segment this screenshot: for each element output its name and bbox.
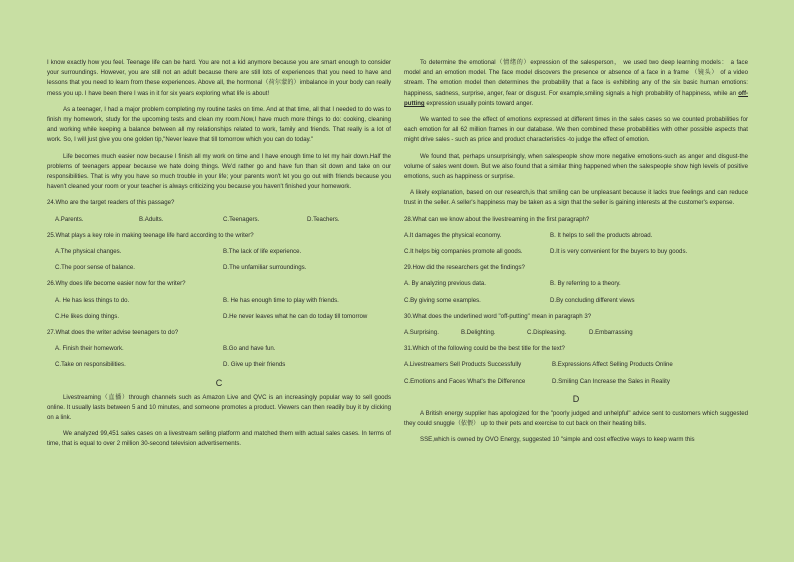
question-25-options-row-2 — [47, 263, 391, 273]
option-26-b: B. He has enough time to play with friends. — [223, 296, 339, 304]
question-31-options-row-1 — [404, 360, 748, 370]
option-25-b: B.The lack of life experience. — [223, 248, 302, 256]
option-27-c: C.Take on responsibilities. — [55, 361, 126, 369]
passage-d-paragraph-2: SSE,which is owned by OVO Energy, suggested 10 "simple and cost effective ways to keep warm this — [420, 436, 695, 444]
question-28-options-row-2 — [404, 247, 748, 257]
option-31-a: A.Livestreamers Sell Products Successfully — [404, 361, 522, 369]
left-column — [47, 58, 391, 456]
option-24-c: C.Teenagers. — [223, 215, 260, 223]
option-25-a: A.The physical changes. — [55, 248, 122, 256]
right-column — [404, 58, 748, 451]
question-25-options-row-1 — [47, 247, 391, 257]
question-28: 28.What can we know about the livestreaming in the first paragraph? — [404, 215, 590, 223]
passage-c-paragraph-2: We analyzed 99,451 sales cases on a livestream selling platform and matched them with actual sales cases. In terms of time, that is equal to over 2 million 30-second television advertisements. — [47, 430, 391, 448]
question-25: 25.What plays a key role in making teenage life hard according to the writer? — [47, 231, 254, 239]
question-24-options — [47, 215, 391, 225]
passage-b-paragraph-3: Life becomes much easier now because I finish all my work on time and I have enough time to let my hair down.Half the problems of teenagers appear because we hate doing things. We'd rather go and have fun than sit down and take on our responsibilities. That is why you have so much trouble in your life; your parents won't let you go out with friends because you haven't cleaned your room or your teacher is always criticizing you because you haven't finished your homework. — [47, 152, 391, 191]
question-27-options-row-1 — [47, 344, 391, 354]
option-30-d: D.Embarrassing — [589, 329, 633, 337]
option-24-a: A.Parents. — [55, 215, 84, 223]
paragraph-3-end: expression usually points toward anger. — [426, 99, 534, 107]
question-29-options-row-1 — [404, 279, 748, 289]
question-28-options-row-1 — [404, 231, 748, 241]
underlined-word-off-putting: off-putting — [404, 89, 748, 107]
option-25-c: C.The poor sense of balance. — [55, 264, 135, 272]
passage-c-paragraph-4: We wanted to see the effect of emotions expressed at different times in the sales cases so we counted probabilities for each emotion for all 62 million frames in our database. We then combined these probabilities with other possible aspects that might drive sales - such as price and product characteristics -to judge the effect of emotion. — [404, 116, 748, 144]
passage-b-paragraph-2: As a teenager, I had a major problem completing my routine tasks on time. And at that time, all that I needed to do was to finish my homework, study for the upcoming tests and clean my room.Now,I have much more things to do: cooking, cleaning and working while keeping a balance between all my relationships related to work, family and friends. That really is a lot of work. So, I will just give you one golden tip,"Never leave that till tomorrow which you can do today." — [47, 105, 391, 144]
question-31: 31.Which of the following could be the best title for the text? — [404, 345, 565, 353]
option-28-c: C.It helps big companies promote all goods. — [404, 248, 523, 256]
question-26-options-row-1 — [47, 296, 391, 306]
question-26-options-row-2 — [47, 312, 391, 322]
passage-d-paragraph-1: A British energy supplier has apologized for the "poorly judged and unhelpful" advice sent to customers which suggested they could snuggle（依偎） up to their pets and exercise to cut back on their heating bills. — [404, 409, 748, 428]
question-24: 24.Who are the target readers of this passage? — [47, 199, 175, 207]
passage-c-paragraph-6: A likely explanation, based on our research,is that smiling can be unpleasant because it lacks true feelings and can reduce trust in the seller. A seller's happiness may be taken as a sign that the seller is gaining interests at the customer's expense. — [404, 189, 748, 207]
option-27-a: A. Finish their homework. — [55, 345, 124, 353]
passage-c-paragraph-5: We found that, perhaps unsurprisingly, when salespeople show more negative emotions-such as anger and disgust-the volume of sales went down. But we also found that a similar thing happened when the salespeople show high levels of positive emotions, such as happiness or surprise. — [404, 152, 748, 181]
option-29-c: C.By giving some examples. — [404, 296, 481, 304]
option-24-d: D.Teachers. — [307, 215, 340, 223]
question-29: 29.How did the researchers get the findings? — [404, 264, 525, 272]
option-29-a: A. By analyzing previous data. — [404, 280, 486, 288]
option-31-b: B.Expressions Affect Selling Products Online — [552, 361, 673, 369]
option-26-c: C.He likes doing things. — [55, 312, 120, 320]
question-30: 30.What does the underlined word "off-putting" mean in paragraph 3? — [404, 312, 592, 320]
option-30-c: C.Displeasing. — [527, 329, 567, 337]
option-24-b: B.Adults. — [139, 215, 164, 223]
passage-b-paragraph-1: I know exactly how you feel. Teenage life can be hard. You are not a kid anymore because you are smart enough to consider your surroundings. However, you are still not an adult because there are still lots of experiences that you need to have and lessons that you need to learn from these experiences. Above all, the hormonal（荷尔蒙的）imbalance in your body can really mess you up. I have been there I was in it for six years exploring what life is about! — [47, 59, 391, 97]
option-27-d: D. Give up their friends — [223, 361, 286, 369]
section-c-heading: C — [215, 377, 223, 388]
option-28-a: A.It damages the physical economy. — [404, 231, 502, 239]
option-31-c: C.Emotions and Faces What's the Difference — [404, 377, 526, 385]
option-26-d: D.He never leaves what he can do today till tomorrow — [223, 312, 368, 320]
option-30-a: A.Surprising. — [404, 329, 439, 337]
question-29-options-row-2 — [404, 296, 748, 306]
question-26: 26.Why does life become easier now for the writer? — [47, 280, 186, 288]
section-d-heading: D — [572, 393, 580, 404]
option-29-d: D.By concluding different views — [550, 296, 635, 304]
option-28-d: D.It is very convenient for the buyers to buy goods. — [550, 248, 688, 256]
question-27: 27.What does the writer advise teenagers to do? — [47, 329, 179, 337]
option-26-a: A. He has less things to do. — [55, 296, 130, 304]
passage-c-paragraph-1: Livestreaming（直播）through channels such as Amazon Live and QVC is an increasingly popular way to sell goods online. It usually lasts between 5 and 10 minutes, and someone promotes a product. Viewers can then readily buy it by clicking on a link. — [47, 393, 391, 422]
option-29-b: B. By referring to a theory. — [550, 280, 621, 288]
question-31-options-row-2 — [404, 377, 748, 387]
option-31-d: D.Smiling Can Increase the Sales in Reality — [552, 377, 670, 385]
option-28-b: B. It helps to sell the products abroad. — [550, 231, 653, 239]
question-27-options-row-2 — [47, 360, 391, 370]
option-25-d: D.The unfamiliar surroundings. — [223, 264, 307, 272]
question-30-options — [404, 328, 748, 338]
paragraph-3-text: To determine the emotional（情绪的）expression of the salesperson， we used two deep learning models： a face model and an emotion model. The face model discovers the presence or absence of a face in a frame （镜头） of a video stream. The emotion model then determines the probability that a face is exhibiting any of the six basic human emotions: happiness, sadness, surprise, anger, fear or disgust. For example,smiling signals a high probability of happiness, while an — [404, 59, 748, 97]
option-27-b: B.Go and have fun. — [223, 345, 276, 353]
option-30-b: B.Delighting. — [461, 329, 496, 337]
passage-c-paragraph-3 — [404, 58, 748, 109]
